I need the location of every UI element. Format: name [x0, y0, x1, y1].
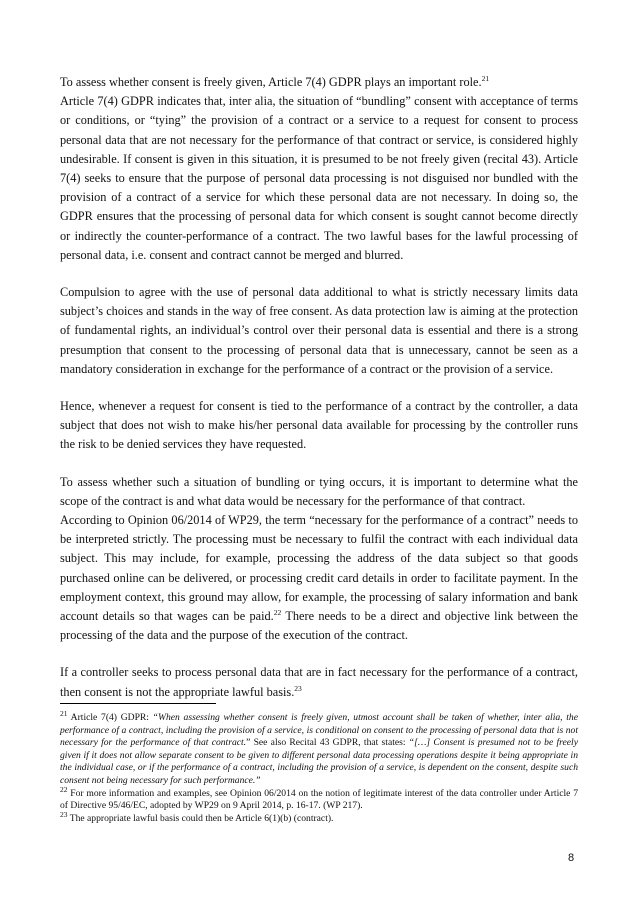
paragraph-hence: Hence, whenever a request for consent is tied to the performance of a contract by the controller, a data subject that does not wish to make his/her personal data available for processing by the controller runs the risk to be denied services they have requested.	[60, 399, 578, 452]
footnote-ref-21[interactable]: 21	[481, 73, 490, 83]
footnote-23: $^{23}$ The appropriate lawful basis could then be Article 6(1)(b) (contract).	[60, 809, 334, 824]
footnote-21: $^{21}$ Article 7(4) GDPR: “When assessing whether consent is freely given, utmost account shall be taken of whether, inter alia, the performance of a contract, including the provision of a service, is conditional on consent to the processing of personal data that is not necessary for the performance of that contract.” See also Recital 43 GDPR, that states: “[…] Consent is presumed not to be freely given if it does not allow separate consent to be given to different personal data processing operations despite it being appropriate in the individual case, or if the performance of a contract, including the provision of a service, is dependent on the consent, despite such consent not being necessary for such performance.”	[60, 708, 578, 786]
footnote-ref-22[interactable]: 22	[273, 607, 282, 617]
footnote-22: $^{22}$ For more information and examples, see Opinion 06/2014 on the notion of legitimate interest of the data controller under Article 7 of Directive 95/46/EC, adopted by WP29 on 9 April 2014, p. 16-17. (WP 217).	[60, 784, 578, 812]
footnotes	[60, 708, 578, 825]
paragraph-bundling: Article 7(4) GDPR indicates that, inter alia, the situation of “bundling” consent with acceptance of terms or conditions, or “tying” the provision of a contract or a service to a request for consent to process personal data that are not necessary for the performance of that contract or service, is considered highly undesirable. If consent is given in this situation, it is presumed to be not freely given (recital 43). Article 7(4) seeks to ensure that the purpose of personal data processing is not disguised nor bundled with the provision of a contract of a service for which these personal data are not necessary. In doing so, the GDPR ensures that the processing of personal data for which consent is sought cannot become directly or indirectly the counter-performance of a contract. The two lawful bases for the lawful processing of personal data, i.e. consent and contract cannot be merged and blurred.	[60, 94, 578, 262]
paragraph-controller: If a controller seeks to process personal data that are in fact necessary for the performance of a contract, then consent is not the appropriate lawful basis.$^{23}$	[60, 665, 578, 699]
main-body	[60, 73, 578, 720]
page-number: 8	[568, 852, 575, 864]
footnote-divider	[60, 703, 216, 704]
footnote-ref-23[interactable]: 23	[294, 683, 302, 693]
paragraph-opinion: According to Opinion 06/2014 of WP29, the term “necessary for the performance of a contract” needs to be interpreted strictly. The processing must be necessary to fulfil the contract with each individual data subject. This may include, for example, processing the address of the data subject so that goods purchased online can be delivered, or processing credit card details in order to facilitate payment. In the employment context, this ground may allow, for example, the processing of salary information and bank account details so that wages can be paid.$^{22}$ There needs to be a direct and objective link between the processing of the data and the purpose of the execution of the contract.	[60, 513, 578, 643]
paragraph-intro: To assess whether consent is freely given, Article 7(4) GDPR plays an important role.$^{21}$	[60, 73, 490, 89]
paragraph-compulsion: Compulsion to agree with the use of personal data additional to what is strictly necessary limits data subject’s choices and stands in the way of free consent. As data protection law is aiming at the protection of fundamental rights, an individual’s control over their personal data is essential and there is a strong presumption that consent to the processing of personal data that is unnecessary, cannot be seen as a mandatory consideration in exchange for the performance of a contract or the provision of a service.	[60, 285, 578, 376]
paragraph-scope: To assess whether such a situation of bundling or tying occurs, it is important to determine what the scope of the contract is and what data would be necessary for the performance of that contract.	[60, 474, 578, 508]
